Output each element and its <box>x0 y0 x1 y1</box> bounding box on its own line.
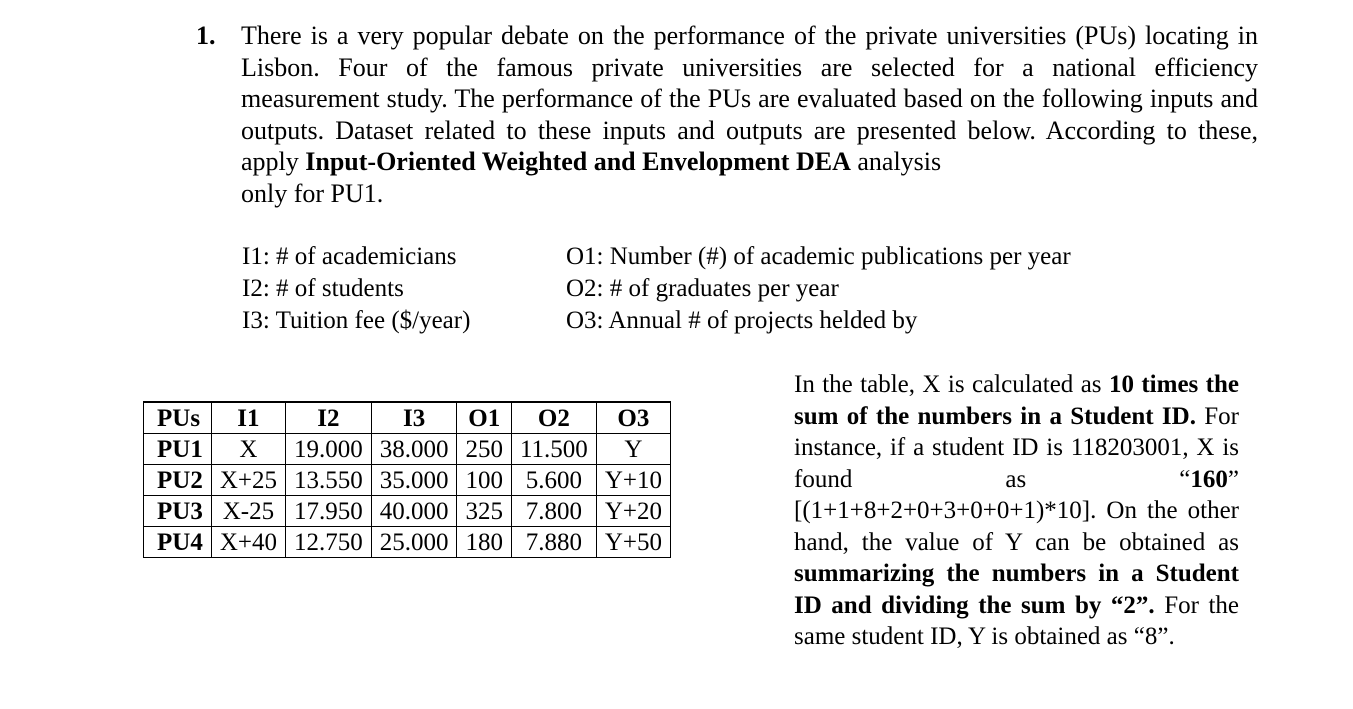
input-definition-i3: I3: Tuition fee ($/year) <box>242 307 471 334</box>
input-definition-i1: I1: # of academicians <box>242 243 457 270</box>
table-cell: PU2 <box>144 465 212 496</box>
table-cell: 100 <box>457 465 512 496</box>
input-definitions <box>242 241 470 337</box>
table-cell: 19.000 <box>285 434 371 465</box>
table-cell: 40.000 <box>371 496 457 527</box>
table-cell: 5.600 <box>511 465 596 496</box>
table-cell: 13.550 <box>285 465 371 496</box>
note-text: For the same student ID, Y is obtained as “8”. <box>794 591 1239 650</box>
table-header-row <box>144 402 671 434</box>
output-definitions <box>566 241 1071 337</box>
output-definition-o2: O2: # of graduates per year <box>566 275 839 302</box>
table-cell: Y <box>596 434 670 465</box>
question-number: 1. <box>196 21 216 50</box>
table-cell: PU1 <box>144 434 212 465</box>
table-header-cell: I2 <box>285 402 371 434</box>
table-cell: X+25 <box>211 465 285 496</box>
table-row <box>144 527 671 558</box>
output-definition-o1: O1: Number (#) of academic publications per year <box>566 243 1071 270</box>
table-cell: 12.750 <box>285 527 371 558</box>
question-text <box>241 20 1258 209</box>
table-header-cell: O1 <box>457 402 512 434</box>
table-cell: 25.000 <box>371 527 457 558</box>
input-definition-i2: I2: # of students <box>242 275 404 302</box>
table-cell: X+40 <box>211 527 285 558</box>
note-text: For instance, if a student ID is 118203001, X is found as “ <box>794 402 1240 493</box>
table-cell: Y+50 <box>596 527 670 558</box>
table-cell: 180 <box>457 527 512 558</box>
note-paragraph <box>794 369 1239 653</box>
output-definition-o3: O3: Annual # of projects helded by <box>566 307 918 334</box>
table-header-cell: O3 <box>596 402 670 434</box>
question-text-intro: There is a very popular debate on the performance of the private universities (PUs) locating in Lisbon. Four of the famous private universities are selected for a national efficiency measurement study. The performance of the PUs are evaluated based on the following inputs and outputs. Dataset related to these inputs and outputs are presented below. According to these, apply <box>241 21 1258 176</box>
question-text-analysis: analysis <box>850 147 942 176</box>
table-header-cell: I1 <box>211 402 285 434</box>
table-header-cell: I3 <box>371 402 457 434</box>
note-text: In the table, X is calculated as <box>794 371 1109 398</box>
table-cell: PU4 <box>144 527 212 558</box>
table-cell: 250 <box>457 434 512 465</box>
dataset-table <box>143 401 671 558</box>
note-text: ” [(1+1+8+2+0+3+0+0+1)*10]. On the other hand, the value of Y can be obtained as <box>794 465 1239 556</box>
table-cell: Y+10 <box>596 465 670 496</box>
note-bold-text: 10 times the sum of the numbers in a Student ID. <box>794 371 1240 430</box>
table-cell: X-25 <box>211 496 285 527</box>
table-cell: 35.000 <box>371 465 457 496</box>
question-text-method: Input-Oriented Weighted and Envelopment DEA <box>305 147 851 176</box>
table-cell: PU3 <box>144 496 212 527</box>
table-cell: X <box>211 434 285 465</box>
table-cell: 325 <box>457 496 512 527</box>
table-row <box>144 434 671 465</box>
question-text-last-line: only for PU1. <box>241 178 384 208</box>
table-header-cell: O2 <box>511 402 596 434</box>
table-cell: 7.880 <box>511 527 596 558</box>
note-bold-text: summarizing the numbers in a Student ID and dividing the sum by “2”. <box>794 560 1239 619</box>
table-cell: 17.950 <box>285 496 371 527</box>
table-cell: 11.500 <box>511 434 596 465</box>
table-cell: 38.000 <box>371 434 457 465</box>
table-row <box>144 496 671 527</box>
table-cell: 7.800 <box>511 496 596 527</box>
note-bold-text: 160 <box>1190 465 1228 493</box>
table-cell: Y+20 <box>596 496 670 527</box>
table-header-cell: PUs <box>144 402 212 434</box>
table-row <box>144 465 671 496</box>
